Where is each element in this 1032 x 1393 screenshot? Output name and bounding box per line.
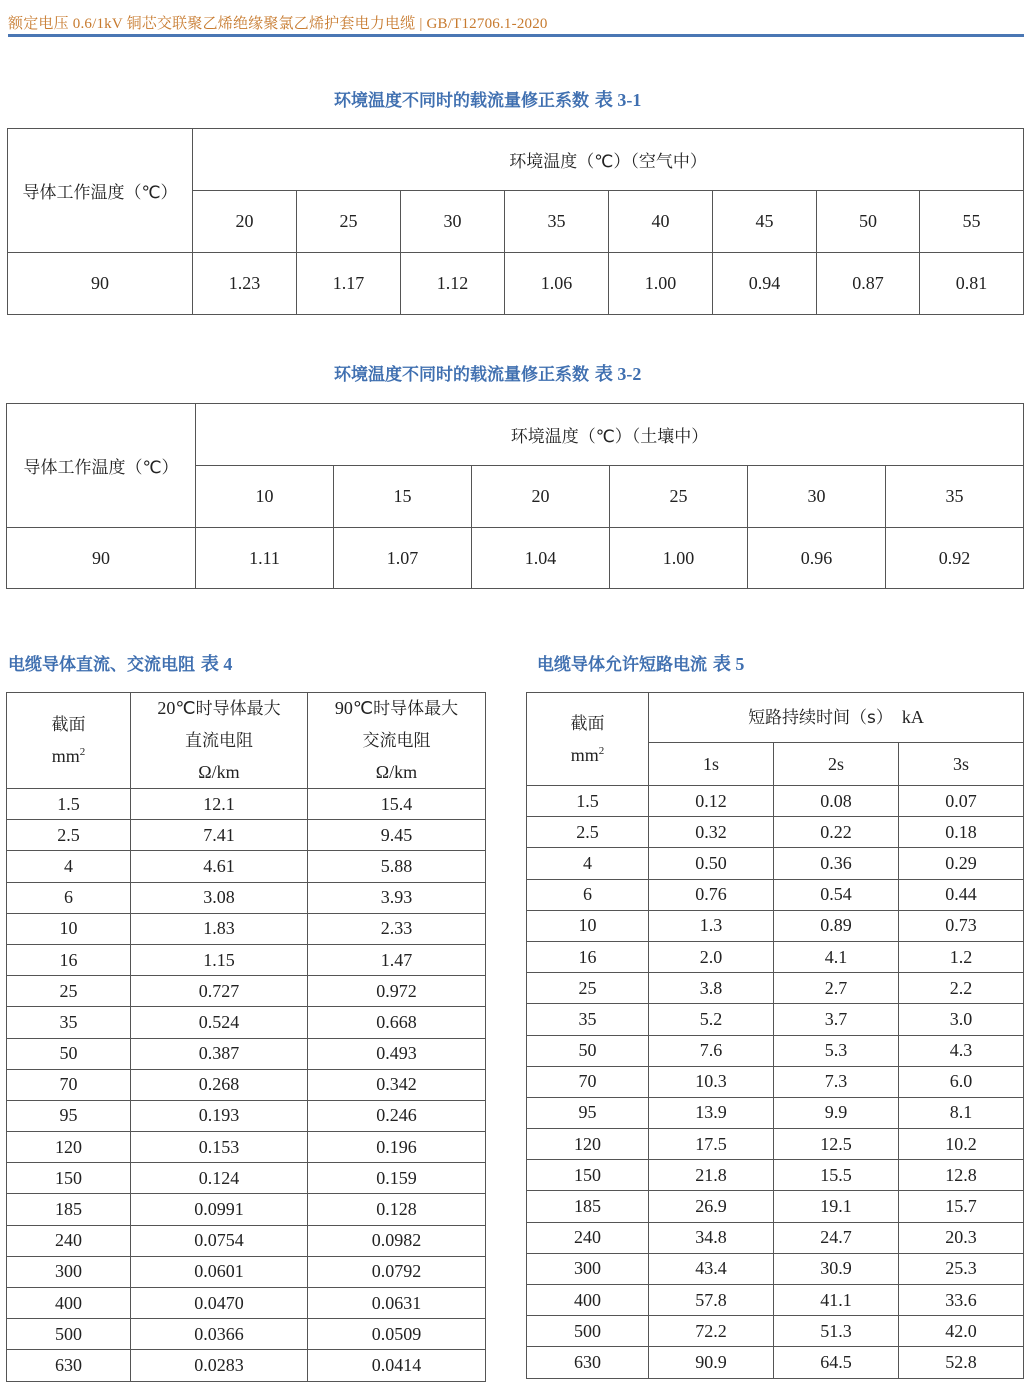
table-row	[7, 1194, 486, 1225]
ac-resistance-cell: 0.972	[308, 976, 486, 1007]
ac-resistance-cell: 0.493	[308, 1038, 486, 1069]
section-cell: 10	[7, 913, 131, 944]
section-cell: 2.5	[527, 817, 649, 848]
section-cell: 25	[527, 973, 649, 1004]
table-3-2-temp: 25	[610, 466, 748, 528]
table-row	[7, 1007, 486, 1038]
current-1s-cell: 0.76	[649, 879, 774, 910]
table-row	[527, 1253, 1024, 1284]
table-row	[7, 789, 486, 820]
current-2s-cell: 12.5	[774, 1129, 899, 1160]
current-3s-cell: 42.0	[899, 1316, 1024, 1347]
table-row	[7, 976, 486, 1007]
table-row	[7, 1163, 486, 1194]
dc-resistance-cell: 0.524	[131, 1007, 308, 1038]
ac-resistance-cell: 9.45	[308, 820, 486, 851]
section-cell: 70	[7, 1069, 131, 1100]
table-row	[527, 1097, 1024, 1128]
current-2s-cell: 5.3	[774, 1035, 899, 1066]
section-cell: 630	[527, 1347, 649, 1378]
table-row	[7, 1225, 486, 1256]
section-cell: 300	[7, 1256, 131, 1287]
section-cell: 16	[7, 944, 131, 975]
table-3-2-temp: 35	[886, 466, 1024, 528]
section-cell: 6	[7, 882, 131, 913]
current-2s-cell: 0.89	[774, 910, 899, 941]
table-5-col-section-label: 截面	[570, 713, 605, 734]
table-3-1-factor: 0.87	[817, 253, 920, 315]
table-row	[7, 913, 486, 944]
table-3-2	[6, 403, 1024, 589]
current-3s-cell: 1.2	[899, 941, 1024, 972]
table-3-2-temp: 30	[748, 466, 886, 528]
table-5-group-header-text: 短路持续时间（s）	[748, 707, 893, 728]
table-4-number: 表 4	[200, 654, 233, 674]
table-4-col-dc-temp: 20℃	[157, 698, 196, 718]
ac-resistance-cell: 0.668	[308, 1007, 486, 1038]
header-title: 额定电压 0.6/1kV 铜芯交联聚乙烯绝缘聚氯乙烯护套电力电缆	[8, 16, 416, 32]
table-4-col-dc	[131, 693, 308, 789]
dc-resistance-cell: 0.0283	[131, 1350, 308, 1381]
current-1s-cell: 0.50	[649, 848, 774, 879]
table-3-1-conductor-temp: 90	[8, 253, 193, 315]
table-row	[527, 848, 1024, 879]
table-4-caption-text: 电缆导体直流、交流电阻	[8, 655, 195, 675]
section-cell: 6	[527, 879, 649, 910]
table-row	[527, 1347, 1024, 1378]
table-row	[527, 1316, 1024, 1347]
ac-resistance-cell: 0.159	[308, 1163, 486, 1194]
current-3s-cell: 52.8	[899, 1347, 1024, 1378]
table-row	[7, 882, 486, 913]
table-row	[7, 1319, 486, 1350]
table-4-col-section-sup: 2	[79, 746, 86, 758]
table-row	[527, 879, 1024, 910]
current-3s-cell: 0.29	[899, 848, 1024, 879]
header-separator: |	[419, 16, 423, 32]
ac-resistance-cell: 0.0414	[308, 1350, 486, 1381]
current-3s-cell: 15.7	[899, 1191, 1024, 1222]
table-row	[7, 1288, 486, 1319]
current-2s-cell: 19.1	[774, 1191, 899, 1222]
current-2s-cell: 2.7	[774, 973, 899, 1004]
ac-resistance-cell: 3.93	[308, 882, 486, 913]
dc-resistance-cell: 0.153	[131, 1132, 308, 1163]
current-2s-cell: 15.5	[774, 1160, 899, 1191]
dc-resistance-cell: 0.0366	[131, 1319, 308, 1350]
current-2s-cell: 30.9	[774, 1253, 899, 1284]
table-row	[527, 1222, 1024, 1253]
table-5-number: 表 5	[712, 654, 745, 674]
current-2s-cell: 0.22	[774, 817, 899, 848]
ac-resistance-cell: 0.0792	[308, 1256, 486, 1287]
section-cell: 185	[527, 1191, 649, 1222]
section-cell: 95	[527, 1097, 649, 1128]
current-2s-cell: 41.1	[774, 1285, 899, 1316]
table-row	[527, 941, 1024, 972]
table-row	[527, 973, 1024, 1004]
table-row	[7, 1256, 486, 1287]
current-3s-cell: 12.8	[899, 1160, 1024, 1191]
current-2s-cell: 0.54	[774, 879, 899, 910]
current-3s-cell: 0.73	[899, 910, 1024, 941]
table-3-1-temp: 40	[609, 191, 713, 253]
current-2s-cell: 24.7	[774, 1222, 899, 1253]
current-2s-cell: 0.36	[774, 848, 899, 879]
table-3-2-temp: 10	[196, 466, 334, 528]
table-4-col-dc-line1: 时导体最大	[195, 699, 281, 719]
current-3s-cell: 0.44	[899, 879, 1024, 910]
table-4-col-ac-temp: 90℃	[334, 698, 374, 718]
table-row	[7, 1350, 486, 1381]
section-cell: 150	[7, 1163, 131, 1194]
current-3s-cell: 6.0	[899, 1066, 1024, 1097]
table-3-1-temp: 20	[193, 191, 297, 253]
table-3-1-temp: 25	[297, 191, 401, 253]
table-3-1-factor: 1.17	[297, 253, 401, 315]
table-5-caption-text: 电缆导体允许短路电流	[537, 655, 707, 675]
section-cell: 4	[527, 848, 649, 879]
section-cell: 120	[7, 1132, 131, 1163]
table-5-col-section-sup: 2	[598, 744, 605, 757]
section-cell: 95	[7, 1100, 131, 1131]
current-1s-cell: 13.9	[649, 1097, 774, 1128]
table-3-2-temp: 15	[334, 466, 472, 528]
table-3-2-factor: 1.00	[610, 528, 748, 589]
table-row	[527, 1035, 1024, 1066]
dc-resistance-cell: 0.387	[131, 1038, 308, 1069]
section-cell: 300	[527, 1253, 649, 1284]
table-3-1	[7, 128, 1024, 315]
table-3-1-factor: 0.94	[713, 253, 817, 315]
table-5-caption	[537, 650, 744, 676]
table-4-col-section-label: 截面	[51, 715, 86, 735]
table-3-2-factor: 1.04	[472, 528, 610, 589]
current-2s-cell: 0.08	[774, 786, 899, 817]
section-cell: 185	[7, 1194, 131, 1225]
table-3-2-number: 表 3-2	[594, 364, 642, 384]
current-1s-cell: 0.12	[649, 786, 774, 817]
table-3-1-number: 表 3-1	[594, 90, 642, 110]
ac-resistance-cell: 0.246	[308, 1100, 486, 1131]
table-3-1-temp: 45	[713, 191, 817, 253]
current-3s-cell: 2.2	[899, 973, 1024, 1004]
current-2s-cell: 4.1	[774, 941, 899, 972]
ac-resistance-cell: 0.0509	[308, 1319, 486, 1350]
table-5-group-header	[649, 693, 1024, 743]
table-4	[6, 692, 486, 1382]
current-3s-cell: 4.3	[899, 1035, 1024, 1066]
table-row	[7, 1038, 486, 1069]
dc-resistance-cell: 1.83	[131, 913, 308, 944]
table-row	[527, 1191, 1024, 1222]
table-4-col-section	[7, 693, 131, 789]
table-5-duration: 2s	[774, 743, 899, 786]
table-3-1-factor: 0.81	[920, 253, 1024, 315]
current-3s-cell: 8.1	[899, 1097, 1024, 1128]
section-cell: 16	[527, 941, 649, 972]
dc-resistance-cell: 3.08	[131, 882, 308, 913]
table-4-col-dc-line2: 直流电阻	[185, 731, 253, 751]
ac-resistance-cell: 15.4	[308, 789, 486, 820]
current-3s-cell: 0.18	[899, 817, 1024, 848]
current-1s-cell: 72.2	[649, 1316, 774, 1347]
current-1s-cell: 17.5	[649, 1129, 774, 1160]
ac-resistance-cell: 5.88	[308, 851, 486, 882]
table-row	[7, 1100, 486, 1131]
table-row	[527, 1160, 1024, 1191]
table-3-2-caption	[334, 360, 641, 386]
table-row	[527, 1129, 1024, 1160]
section-cell: 240	[527, 1222, 649, 1253]
table-row	[527, 1066, 1024, 1097]
dc-resistance-cell: 12.1	[131, 789, 308, 820]
current-3s-cell: 33.6	[899, 1285, 1024, 1316]
section-cell: 4	[7, 851, 131, 882]
dc-resistance-cell: 0.193	[131, 1100, 308, 1131]
table-5	[526, 692, 1024, 1379]
table-3-2-conductor-temp: 90	[7, 528, 196, 589]
table-row	[527, 786, 1024, 817]
dc-resistance-cell: 1.15	[131, 944, 308, 975]
section-cell: 500	[527, 1316, 649, 1347]
current-1s-cell: 43.4	[649, 1253, 774, 1284]
table-3-2-row-header: 导体工作温度（℃）	[7, 404, 196, 528]
current-1s-cell: 1.3	[649, 910, 774, 941]
section-cell: 50	[7, 1038, 131, 1069]
table-3-2-caption-text: 环境温度不同时的载流量修正系数	[334, 365, 589, 385]
section-cell: 35	[7, 1007, 131, 1038]
table-3-1-factor: 1.00	[609, 253, 713, 315]
table-3-1-factor: 1.06	[505, 253, 609, 315]
section-cell: 400	[527, 1285, 649, 1316]
table-3-2-group-header: 环境温度（℃）（土壤中）	[196, 404, 1024, 466]
section-cell: 120	[527, 1129, 649, 1160]
ac-resistance-cell: 0.0631	[308, 1288, 486, 1319]
section-cell: 400	[7, 1288, 131, 1319]
current-2s-cell: 64.5	[774, 1347, 899, 1378]
current-2s-cell: 9.9	[774, 1097, 899, 1128]
table-row	[527, 817, 1024, 848]
table-3-2-factor: 1.07	[334, 528, 472, 589]
current-2s-cell: 3.7	[774, 1004, 899, 1035]
current-3s-cell: 25.3	[899, 1253, 1024, 1284]
section-cell: 50	[527, 1035, 649, 1066]
table-row	[7, 851, 486, 882]
current-1s-cell: 7.6	[649, 1035, 774, 1066]
current-2s-cell: 7.3	[774, 1066, 899, 1097]
table-4-col-ac-unit: Ω/km	[375, 762, 418, 782]
current-1s-cell: 3.8	[649, 973, 774, 1004]
dc-resistance-cell: 0.268	[131, 1069, 308, 1100]
section-cell: 1.5	[527, 786, 649, 817]
table-4-col-dc-unit: Ω/km	[198, 762, 240, 782]
dc-resistance-cell: 0.0991	[131, 1194, 308, 1225]
ac-resistance-cell: 0.0982	[308, 1225, 486, 1256]
table-3-2-temp: 20	[472, 466, 610, 528]
section-cell: 1.5	[7, 789, 131, 820]
ac-resistance-cell: 0.128	[308, 1194, 486, 1225]
table-3-1-temp: 30	[401, 191, 505, 253]
table-3-2-factor: 0.92	[886, 528, 1024, 589]
table-3-1-temp: 50	[817, 191, 920, 253]
table-3-2-factor: 0.96	[748, 528, 886, 589]
table-3-1-factor: 1.12	[401, 253, 505, 315]
dc-resistance-cell: 0.124	[131, 1163, 308, 1194]
current-1s-cell: 0.32	[649, 817, 774, 848]
current-3s-cell: 0.07	[899, 786, 1024, 817]
table-3-1-temp: 35	[505, 191, 609, 253]
dc-resistance-cell: 4.61	[131, 851, 308, 882]
current-2s-cell: 51.3	[774, 1316, 899, 1347]
table-5-col-section	[527, 693, 649, 786]
ac-resistance-cell: 0.196	[308, 1132, 486, 1163]
table-3-1-factor: 1.23	[193, 253, 297, 315]
section-cell: 2.5	[7, 820, 131, 851]
table-4-col-ac	[308, 693, 486, 789]
table-3-1-caption	[334, 86, 641, 112]
current-3s-cell: 10.2	[899, 1129, 1024, 1160]
current-1s-cell: 34.8	[649, 1222, 774, 1253]
current-1s-cell: 57.8	[649, 1285, 774, 1316]
table-3-1-caption-text: 环境温度不同时的载流量修正系数	[334, 91, 589, 111]
dc-resistance-cell: 0.0601	[131, 1256, 308, 1287]
table-5-col-section-unit: mm	[570, 744, 599, 765]
section-cell: 10	[527, 910, 649, 941]
table-3-1-group-header: 环境温度（℃）（空气中）	[193, 129, 1024, 191]
table-5-group-unit: kA	[901, 706, 924, 727]
dc-resistance-cell: 0.0754	[131, 1225, 308, 1256]
header-standard: GB/T12706.1-2020	[426, 16, 548, 32]
section-cell: 240	[7, 1225, 131, 1256]
section-cell: 630	[7, 1350, 131, 1381]
section-cell: 25	[7, 976, 131, 1007]
header-rule	[8, 34, 1024, 37]
table-4-col-section-unit: mm	[51, 746, 80, 766]
table-row	[527, 910, 1024, 941]
table-row	[7, 944, 486, 975]
table-3-1-row-header: 导体工作温度（℃）	[8, 129, 193, 253]
current-3s-cell: 3.0	[899, 1004, 1024, 1035]
table-row	[527, 1004, 1024, 1035]
dc-resistance-cell: 0.0470	[131, 1288, 308, 1319]
current-1s-cell: 26.9	[649, 1191, 774, 1222]
current-1s-cell: 2.0	[649, 941, 774, 972]
table-5-duration: 1s	[649, 743, 774, 786]
ac-resistance-cell: 2.33	[308, 913, 486, 944]
current-3s-cell: 20.3	[899, 1222, 1024, 1253]
section-cell: 35	[527, 1004, 649, 1035]
table-row	[7, 1132, 486, 1163]
table-3-2-factor: 1.11	[196, 528, 334, 589]
ac-resistance-cell: 0.342	[308, 1069, 486, 1100]
table-4-caption	[8, 650, 232, 676]
section-cell: 150	[527, 1160, 649, 1191]
table-4-col-ac-line1: 时导体最大	[373, 699, 459, 719]
dc-resistance-cell: 7.41	[131, 820, 308, 851]
table-5-duration: 3s	[899, 743, 1024, 786]
section-cell: 500	[7, 1319, 131, 1350]
current-1s-cell: 90.9	[649, 1347, 774, 1378]
current-1s-cell: 21.8	[649, 1160, 774, 1191]
table-3-1-temp: 55	[920, 191, 1024, 253]
current-1s-cell: 10.3	[649, 1066, 774, 1097]
current-1s-cell: 5.2	[649, 1004, 774, 1035]
ac-resistance-cell: 1.47	[308, 944, 486, 975]
table-4-col-ac-line2: 交流电阻	[362, 731, 431, 751]
table-row	[527, 1285, 1024, 1316]
dc-resistance-cell: 0.727	[131, 976, 308, 1007]
table-row	[7, 1069, 486, 1100]
page-header	[8, 12, 548, 33]
table-row	[7, 820, 486, 851]
section-cell: 70	[527, 1066, 649, 1097]
